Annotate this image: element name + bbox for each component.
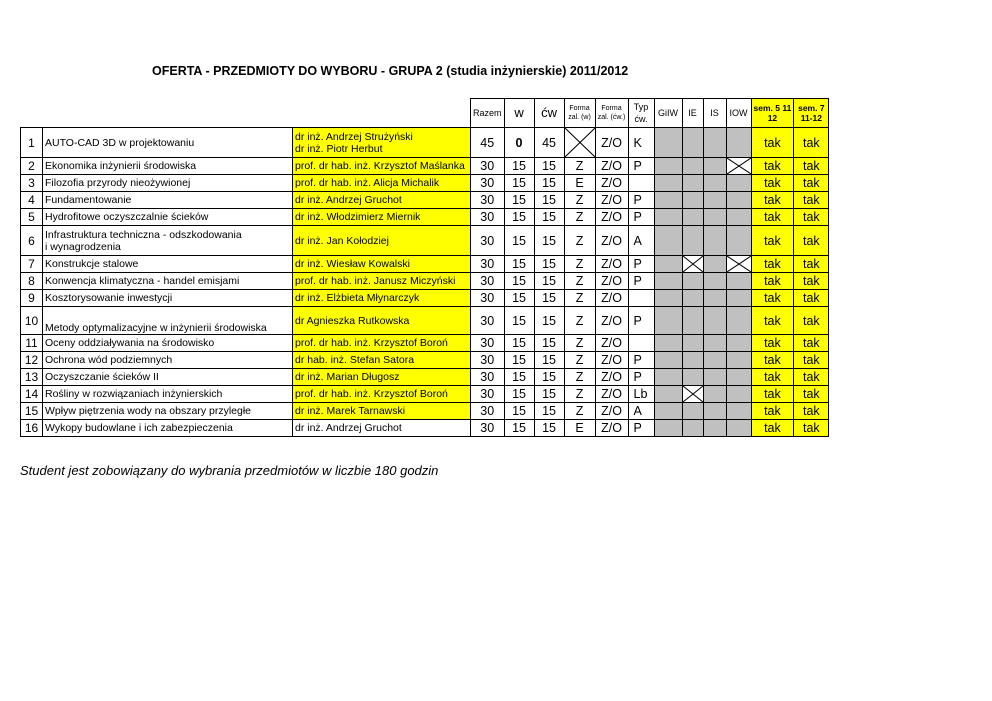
razem-cell: 30 <box>471 290 505 307</box>
ie-cell <box>682 192 703 209</box>
ie-cell <box>682 226 703 256</box>
header-forma-w: Forma zal. (w) <box>564 99 595 128</box>
cw-cell: 15 <box>534 307 564 335</box>
typ-cell: P <box>628 209 654 226</box>
lecturer-cell: dr inż. Marian Długosz <box>293 369 471 386</box>
lecturer-cell: dr inż. Andrzej Strużyński dr inż. Piotr Herbut <box>293 128 471 158</box>
w-cell: 15 <box>504 369 534 386</box>
cw-cell: 15 <box>534 369 564 386</box>
w-cell: 15 <box>504 335 534 352</box>
is-cell <box>703 226 726 256</box>
course-name: Metody optymalizacyjne w inżynierii środowiska <box>43 307 293 335</box>
giw-cell <box>654 386 682 403</box>
razem-cell: 30 <box>471 256 505 273</box>
iow-cell <box>726 335 751 352</box>
course-name: Infrastruktura techniczna - odszkodowania i wynagrodzenia <box>43 226 293 256</box>
iow-cell <box>726 386 751 403</box>
w-cell: 15 <box>504 386 534 403</box>
cross-mark-icon <box>727 158 751 174</box>
typ-cell: A <box>628 226 654 256</box>
cw-cell: 15 <box>534 290 564 307</box>
forma-cw-cell: Z/O <box>595 128 628 158</box>
w-cell: 0 <box>504 128 534 158</box>
forma-cw-cell: Z/O <box>595 307 628 335</box>
forma-cw-cell: Z/O <box>595 352 628 369</box>
typ-cell <box>628 175 654 192</box>
header-is: IS <box>703 99 726 128</box>
is-cell <box>703 290 726 307</box>
iow-cell <box>726 192 751 209</box>
forma-cw-cell: Z/O <box>595 386 628 403</box>
cw-cell: 15 <box>534 403 564 420</box>
w-cell: 15 <box>504 256 534 273</box>
w-cell: 15 <box>504 209 534 226</box>
cw-cell: 15 <box>534 226 564 256</box>
razem-cell: 30 <box>471 335 505 352</box>
table-row <box>21 307 829 335</box>
forma-w-cell: Z <box>564 369 595 386</box>
forma-w-cell: Z <box>564 226 595 256</box>
ie-cell <box>682 369 703 386</box>
iow-cell <box>726 290 751 307</box>
sem5-cell: tak <box>751 273 794 290</box>
giw-cell <box>654 290 682 307</box>
sem5-cell: tak <box>751 369 794 386</box>
is-cell <box>703 209 726 226</box>
forma-cw-cell: Z/O <box>595 369 628 386</box>
sem7-cell: tak <box>794 403 829 420</box>
ie-cell <box>682 128 703 158</box>
table-row <box>21 369 829 386</box>
cw-cell: 15 <box>534 209 564 226</box>
w-cell: 15 <box>504 307 534 335</box>
row-number: 13 <box>21 369 43 386</box>
is-cell <box>703 386 726 403</box>
forma-cw-cell: Z/O <box>595 226 628 256</box>
giw-cell <box>654 369 682 386</box>
is-cell <box>703 175 726 192</box>
iow-cell <box>726 256 751 273</box>
header-w: w <box>504 99 534 128</box>
ie-cell <box>682 307 703 335</box>
sem7-cell: tak <box>794 256 829 273</box>
lecturer-cell: dr Agnieszka Rutkowska <box>293 307 471 335</box>
lecturer-cell: dr inż. Andrzej Gruchot <box>293 192 471 209</box>
forma-cw-cell: Z/O <box>595 158 628 175</box>
razem-cell: 30 <box>471 403 505 420</box>
giw-cell <box>654 335 682 352</box>
lecturer-cell: dr inż. Elżbieta Młynarczyk <box>293 290 471 307</box>
table-row <box>21 273 829 290</box>
cw-cell: 15 <box>534 352 564 369</box>
iow-cell <box>726 158 751 175</box>
row-number: 15 <box>21 403 43 420</box>
sem7-cell: tak <box>794 420 829 437</box>
sem5-cell: tak <box>751 209 794 226</box>
razem-cell: 30 <box>471 209 505 226</box>
forma-w-cell: Z <box>564 335 595 352</box>
sem7-cell: tak <box>794 158 829 175</box>
sem7-cell: tak <box>794 273 829 290</box>
razem-cell: 30 <box>471 369 505 386</box>
sem7-cell: tak <box>794 175 829 192</box>
razem-cell: 30 <box>471 175 505 192</box>
course-name: Oczyszczanie ścieków II <box>43 369 293 386</box>
forma-w-cell <box>564 128 595 158</box>
cross-mark-icon <box>727 256 751 272</box>
typ-cell: P <box>628 158 654 175</box>
iow-cell <box>726 128 751 158</box>
forma-w-cell: Z <box>564 403 595 420</box>
w-cell: 15 <box>504 352 534 369</box>
typ-cell: P <box>628 273 654 290</box>
row-number: 3 <box>21 175 43 192</box>
is-cell <box>703 192 726 209</box>
is-cell <box>703 352 726 369</box>
razem-cell: 30 <box>471 192 505 209</box>
sem7-cell: tak <box>794 352 829 369</box>
is-cell <box>703 403 726 420</box>
sem7-cell: tak <box>794 128 829 158</box>
typ-cell: P <box>628 256 654 273</box>
sem7-cell: tak <box>794 386 829 403</box>
row-number: 5 <box>21 209 43 226</box>
forma-w-cell: Z <box>564 209 595 226</box>
sem5-cell: tak <box>751 335 794 352</box>
table-row <box>21 226 829 256</box>
cw-cell: 15 <box>534 192 564 209</box>
typ-cell: P <box>628 352 654 369</box>
sem5-cell: tak <box>751 352 794 369</box>
sem7-cell: tak <box>794 335 829 352</box>
ie-cell <box>682 352 703 369</box>
course-name: Ochrona wód podziemnych <box>43 352 293 369</box>
course-name: Filozofia przyrody nieożywionej <box>43 175 293 192</box>
iow-cell <box>726 420 751 437</box>
course-name: Kosztorysowanie inwestycji <box>43 290 293 307</box>
course-name: Ekonomika inżynierii środowiska <box>43 158 293 175</box>
is-cell <box>703 335 726 352</box>
sem5-cell: tak <box>751 192 794 209</box>
forma-w-cell: Z <box>564 352 595 369</box>
course-name: Wykopy budowlane i ich zabezpieczenia <box>43 420 293 437</box>
razem-cell: 30 <box>471 307 505 335</box>
course-name: Rośliny w rozwiązaniach inżynierskich <box>43 386 293 403</box>
is-cell <box>703 307 726 335</box>
cw-cell: 15 <box>534 273 564 290</box>
page-title: OFERTA - PRZEDMIOTY DO WYBORU - GRUPA 2 (studia inżynierskie) 2011/2012 <box>152 64 629 78</box>
cw-cell: 45 <box>534 128 564 158</box>
iow-cell <box>726 175 751 192</box>
razem-cell: 30 <box>471 158 505 175</box>
sem5-cell: tak <box>751 386 794 403</box>
ie-cell <box>682 290 703 307</box>
header-sem7: sem. 7 11-12 <box>794 99 829 128</box>
w-cell: 15 <box>504 175 534 192</box>
header-iow: IOW <box>726 99 751 128</box>
sem7-cell: tak <box>794 209 829 226</box>
table-row <box>21 256 829 273</box>
lecturer-cell: prof. dr hab. inż. Krzysztof Boroń <box>293 386 471 403</box>
row-number: 16 <box>21 420 43 437</box>
course-name: Konstrukcje stalowe <box>43 256 293 273</box>
lecturer-cell: dr inż. Andrzej Gruchot <box>293 420 471 437</box>
course-name: AUTO-CAD 3D w projektowaniu <box>43 128 293 158</box>
lecturer-cell: dr inż. Marek Tarnawski <box>293 403 471 420</box>
w-cell: 15 <box>504 403 534 420</box>
ie-cell <box>682 256 703 273</box>
forma-w-cell: Z <box>564 386 595 403</box>
iow-cell <box>726 352 751 369</box>
forma-w-cell: Z <box>564 256 595 273</box>
is-cell <box>703 369 726 386</box>
footnote: Student jest zobowiązany do wybrania przedmiotów w liczbie 180 godzin <box>20 463 439 478</box>
giw-cell <box>654 420 682 437</box>
sem5-cell: tak <box>751 290 794 307</box>
course-name: Fundamentowanie <box>43 192 293 209</box>
razem-cell: 30 <box>471 420 505 437</box>
lecturer-cell: prof. dr hab. inż. Krzysztof Maślanka <box>293 158 471 175</box>
is-cell <box>703 158 726 175</box>
row-number: 7 <box>21 256 43 273</box>
row-number: 12 <box>21 352 43 369</box>
forma-w-cell: E <box>564 175 595 192</box>
lecturer-cell: dr inż. Wiesław Kowalski <box>293 256 471 273</box>
forma-cw-cell: Z/O <box>595 209 628 226</box>
forma-w-cell: Z <box>564 307 595 335</box>
sem5-cell: tak <box>751 226 794 256</box>
row-number: 2 <box>21 158 43 175</box>
header-row <box>21 99 829 128</box>
ie-cell <box>682 273 703 290</box>
header-cw: ćw <box>534 99 564 128</box>
forma-cw-cell: Z/O <box>595 290 628 307</box>
course-name: Wpływ piętrzenia wody na obszary przyległe <box>43 403 293 420</box>
giw-cell <box>654 209 682 226</box>
is-cell <box>703 128 726 158</box>
giw-cell <box>654 273 682 290</box>
cw-cell: 15 <box>534 175 564 192</box>
table-row <box>21 403 829 420</box>
row-number: 6 <box>21 226 43 256</box>
lecturer-cell: dr inż. Jan Kołodziej <box>293 226 471 256</box>
lecturer-cell: dr hab. inż. Stefan Satora <box>293 352 471 369</box>
row-number: 11 <box>21 335 43 352</box>
sem7-cell: tak <box>794 192 829 209</box>
giw-cell <box>654 226 682 256</box>
giw-cell <box>654 256 682 273</box>
typ-cell: A <box>628 403 654 420</box>
cross-mark-icon <box>683 256 703 272</box>
forma-cw-cell: Z/O <box>595 273 628 290</box>
forma-w-cell: E <box>564 420 595 437</box>
w-cell: 15 <box>504 158 534 175</box>
table-row <box>21 352 829 369</box>
sem5-cell: tak <box>751 158 794 175</box>
giw-cell <box>654 307 682 335</box>
forma-w-cell: Z <box>564 158 595 175</box>
ie-cell <box>682 335 703 352</box>
forma-cw-cell: Z/O <box>595 256 628 273</box>
iow-cell <box>726 403 751 420</box>
course-name: Oceny oddziaływania na środowisko <box>43 335 293 352</box>
row-number: 9 <box>21 290 43 307</box>
table-row <box>21 386 829 403</box>
sem5-cell: tak <box>751 420 794 437</box>
lecturer-cell: dr inż. Włodzimierz Miernik <box>293 209 471 226</box>
course-name: Hydrofitowe oczyszczalnie ścieków <box>43 209 293 226</box>
iow-cell <box>726 273 751 290</box>
header-giw: GiIW <box>654 99 682 128</box>
table-row <box>21 209 829 226</box>
razem-cell: 30 <box>471 273 505 290</box>
forma-w-cell: Z <box>564 192 595 209</box>
forma-w-cell: Z <box>564 290 595 307</box>
forma-w-cell: Z <box>564 273 595 290</box>
typ-cell <box>628 335 654 352</box>
typ-cell: Lb <box>628 386 654 403</box>
typ-cell: P <box>628 369 654 386</box>
razem-cell: 30 <box>471 226 505 256</box>
ie-cell <box>682 386 703 403</box>
lecturer-cell: prof. dr hab. inż. Alicja Michalik <box>293 175 471 192</box>
giw-cell <box>654 352 682 369</box>
sem5-cell: tak <box>751 307 794 335</box>
cw-cell: 15 <box>534 256 564 273</box>
sem7-cell: tak <box>794 369 829 386</box>
header-ie: IE <box>682 99 703 128</box>
table-row <box>21 158 829 175</box>
forma-cw-cell: Z/O <box>595 335 628 352</box>
giw-cell <box>654 192 682 209</box>
row-number: 1 <box>21 128 43 158</box>
iow-cell <box>726 307 751 335</box>
giw-cell <box>654 158 682 175</box>
table-row <box>21 128 829 158</box>
sem7-cell: tak <box>794 226 829 256</box>
giw-cell <box>654 175 682 192</box>
w-cell: 15 <box>504 226 534 256</box>
forma-cw-cell: Z/O <box>595 192 628 209</box>
giw-cell <box>654 128 682 158</box>
razem-cell: 30 <box>471 386 505 403</box>
courses-table <box>20 98 829 437</box>
is-cell <box>703 273 726 290</box>
giw-cell <box>654 403 682 420</box>
header-razem: Razem <box>471 99 505 128</box>
forma-cw-cell: Z/O <box>595 403 628 420</box>
course-name: Konwencja klimatyczna - handel emisjami <box>43 273 293 290</box>
table-row <box>21 335 829 352</box>
iow-cell <box>726 226 751 256</box>
razem-cell: 45 <box>471 128 505 158</box>
forma-cw-cell: Z/O <box>595 175 628 192</box>
ie-cell <box>682 175 703 192</box>
razem-cell: 30 <box>471 352 505 369</box>
cw-cell: 15 <box>534 420 564 437</box>
sem5-cell: tak <box>751 128 794 158</box>
table-row <box>21 290 829 307</box>
typ-cell <box>628 290 654 307</box>
ie-cell <box>682 403 703 420</box>
typ-cell: K <box>628 128 654 158</box>
cw-cell: 15 <box>534 158 564 175</box>
ie-cell <box>682 209 703 226</box>
row-number: 8 <box>21 273 43 290</box>
header-typ: Typ ćw. <box>628 99 654 128</box>
sem5-cell: tak <box>751 403 794 420</box>
cw-cell: 15 <box>534 335 564 352</box>
iow-cell <box>726 369 751 386</box>
cw-cell: 15 <box>534 386 564 403</box>
lecturer-cell: prof. dr hab. inż. Krzysztof Boroń <box>293 335 471 352</box>
ie-cell <box>682 420 703 437</box>
sem7-cell: tak <box>794 307 829 335</box>
typ-cell: P <box>628 420 654 437</box>
sem5-cell: tak <box>751 256 794 273</box>
row-number: 4 <box>21 192 43 209</box>
cross-mark-icon <box>683 386 703 402</box>
typ-cell: P <box>628 307 654 335</box>
iow-cell <box>726 209 751 226</box>
is-cell <box>703 256 726 273</box>
typ-cell: P <box>628 192 654 209</box>
header-sem5: sem. 5 11 12 <box>751 99 794 128</box>
row-number: 10 <box>21 307 43 335</box>
forma-cw-cell: Z/O <box>595 420 628 437</box>
is-cell <box>703 420 726 437</box>
sem7-cell: tak <box>794 290 829 307</box>
w-cell: 15 <box>504 192 534 209</box>
table-row <box>21 420 829 437</box>
header-forma-cw: Forma zal. (ćw.) <box>595 99 628 128</box>
sem5-cell: tak <box>751 175 794 192</box>
cross-mark-icon <box>565 128 595 157</box>
row-number: 14 <box>21 386 43 403</box>
w-cell: 15 <box>504 420 534 437</box>
table-row <box>21 175 829 192</box>
table-row <box>21 192 829 209</box>
w-cell: 15 <box>504 273 534 290</box>
w-cell: 15 <box>504 290 534 307</box>
ie-cell <box>682 158 703 175</box>
lecturer-cell: prof. dr hab. inż. Janusz Miczyński <box>293 273 471 290</box>
